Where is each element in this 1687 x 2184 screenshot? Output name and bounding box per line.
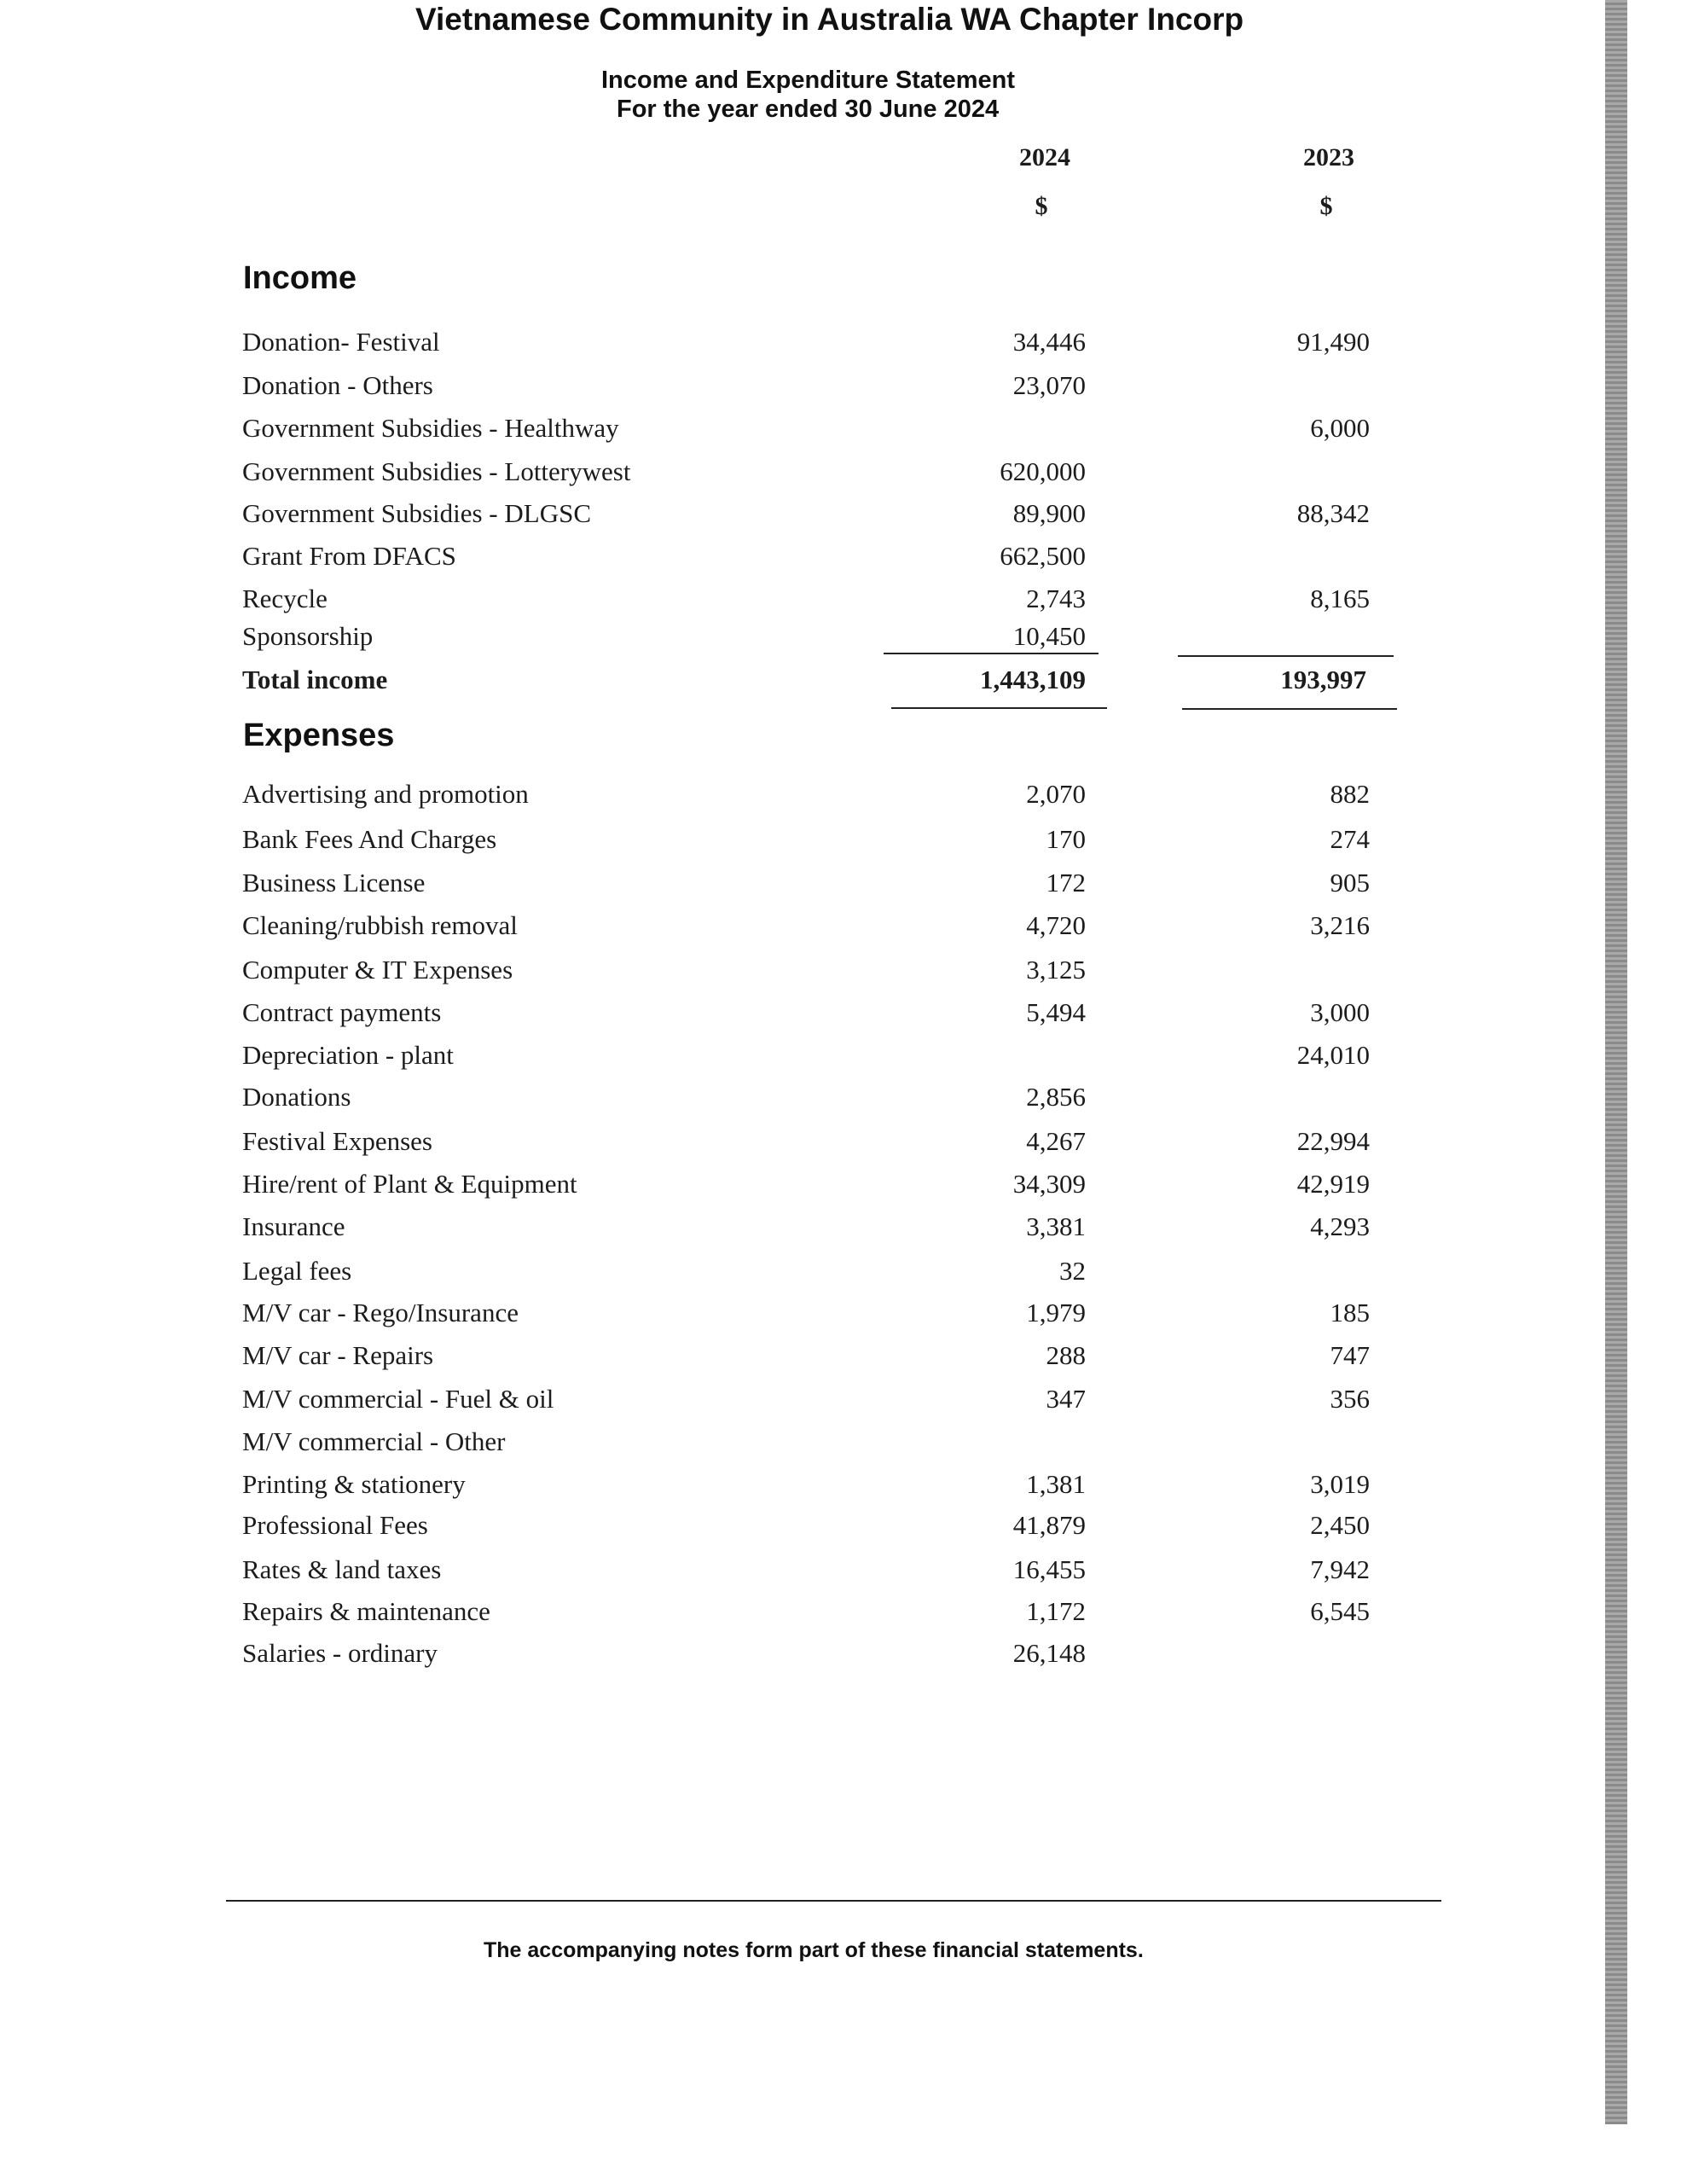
footer-rule — [226, 1900, 1441, 1902]
expense-amount-2024: 26,148 — [1012, 1638, 1086, 1668]
expense-amount-2023: 747 — [1330, 1340, 1370, 1370]
expense-label: Repairs & maintenance — [242, 1596, 490, 1626]
expense-amount-2023: 42,919 — [1296, 1169, 1370, 1199]
expense-amount-2024: 3,125 — [1026, 955, 1086, 985]
total-rule-2023 — [1182, 708, 1397, 710]
expense-amount-2023: 905 — [1330, 868, 1370, 897]
income-row — [0, 370, 1687, 404]
expense-row — [0, 1384, 1687, 1418]
expense-amount-2024: 32 — [1059, 1256, 1086, 1286]
expense-label: M/V car - Rego/Insurance — [242, 1298, 519, 1327]
expense-label: M/V car - Repairs — [242, 1340, 434, 1370]
expense-row — [0, 955, 1687, 989]
expense-amount-2024: 2,070 — [1026, 779, 1086, 809]
expense-amount-2023: 185 — [1330, 1298, 1370, 1327]
total-income-label: Total income — [242, 665, 388, 694]
expense-amount-2023: 22,994 — [1296, 1126, 1370, 1156]
expense-amount-2023: 882 — [1330, 779, 1370, 809]
statement-title: Income and Expenditure Statement — [601, 67, 1016, 94]
income-amount-2024: 662,500 — [1000, 541, 1086, 571]
organisation-name: Vietnamese Community in Australia WA Chapter Incorp — [415, 2, 1244, 37]
income-row — [0, 327, 1687, 361]
expense-amount-2024: 41,879 — [1012, 1510, 1086, 1540]
income-label: Donation- Festival — [242, 327, 440, 357]
income-label: Government Subsidies - Healthway — [242, 413, 619, 443]
income-amount-2024: 620,000 — [1000, 456, 1086, 486]
expense-amount-2023: 2,450 — [1310, 1510, 1370, 1540]
total-rule-2024 — [891, 707, 1107, 709]
expense-label: Business License — [242, 868, 426, 897]
expense-amount-2024: 170 — [1046, 824, 1086, 854]
expense-amount-2024: 2,856 — [1026, 1082, 1086, 1112]
expense-amount-2024: 172 — [1046, 868, 1086, 897]
expense-label: Printing & stationery — [242, 1469, 466, 1499]
income-label: Government Subsidies - DLGSC — [242, 498, 592, 528]
income-label: Government Subsidies - Lotterywest — [242, 456, 631, 486]
expense-row — [0, 1211, 1687, 1246]
income-amount-2023: 8,165 — [1310, 584, 1370, 613]
total-income-2024: 1,443,109 — [980, 665, 1086, 694]
expense-row — [0, 910, 1687, 944]
expense-amount-2024: 1,172 — [1026, 1596, 1086, 1626]
expense-label: Rates & land taxes — [242, 1554, 442, 1584]
expense-label: Bank Fees And Charges — [242, 824, 497, 854]
total-income-row — [0, 665, 1687, 699]
income-heading: Income — [243, 260, 357, 296]
expense-amount-2024: 3,381 — [1026, 1211, 1086, 1241]
expense-amount-2024: 347 — [1046, 1384, 1086, 1414]
expense-amount-2023: 3,019 — [1310, 1469, 1370, 1499]
expense-amount-2023: 7,942 — [1310, 1554, 1370, 1584]
expense-amount-2024: 1,381 — [1026, 1469, 1086, 1499]
income-label: Sponsorship — [242, 621, 374, 651]
expense-label: Insurance — [242, 1211, 345, 1241]
expense-row — [0, 779, 1687, 813]
expense-amount-2024: 4,720 — [1026, 910, 1086, 940]
expense-label: Cleaning/rubbish removal — [242, 910, 518, 940]
expenses-heading: Expenses — [243, 717, 395, 753]
expense-row — [0, 1040, 1687, 1074]
expense-label: Contract payments — [242, 997, 442, 1027]
expense-amount-2024: 34,309 — [1012, 1169, 1086, 1199]
income-amount-2023: 91,490 — [1296, 327, 1370, 357]
income-label: Grant From DFACS — [242, 541, 456, 571]
expense-row — [0, 1469, 1687, 1503]
expense-amount-2023: 3,216 — [1310, 910, 1370, 940]
expense-amount-2024: 1,979 — [1026, 1298, 1086, 1327]
expense-amount-2023: 6,545 — [1310, 1596, 1370, 1626]
footer-note: The accompanying notes form part of these financial statements. — [484, 1938, 1144, 1962]
income-amount-2023: 6,000 — [1310, 413, 1370, 443]
expense-amount-2023: 4,293 — [1310, 1211, 1370, 1241]
income-row — [0, 456, 1687, 491]
expense-row — [0, 1638, 1687, 1672]
income-row — [0, 584, 1687, 618]
expense-amount-2024: 5,494 — [1026, 997, 1086, 1027]
income-row — [0, 413, 1687, 447]
expense-label: M/V commercial - Fuel & oil — [242, 1384, 554, 1414]
expense-label: Donations — [242, 1082, 351, 1112]
expense-row — [0, 868, 1687, 902]
expense-label: Computer & IT Expenses — [242, 955, 513, 985]
expense-label: M/V commercial - Other — [242, 1426, 506, 1456]
income-amount-2024: 2,743 — [1026, 584, 1086, 613]
expense-label: Legal fees — [242, 1256, 352, 1286]
income-row — [0, 621, 1687, 655]
expense-row — [0, 824, 1687, 858]
expense-label: Hire/rent of Plant & Equipment — [242, 1169, 577, 1199]
column-year-2023: 2023 — [1303, 143, 1354, 171]
column-unit-2024: $ — [1035, 192, 1048, 220]
expense-row — [0, 1510, 1687, 1544]
expense-row — [0, 997, 1687, 1031]
income-amount-2024: 89,900 — [1012, 498, 1086, 528]
expense-amount-2023: 274 — [1330, 824, 1370, 854]
expense-amount-2023: 3,000 — [1310, 997, 1370, 1027]
expense-label: Depreciation - plant — [242, 1040, 454, 1070]
income-amount-2024: 34,446 — [1012, 327, 1086, 357]
expense-label: Professional Fees — [242, 1510, 428, 1540]
expense-row — [0, 1256, 1687, 1290]
expense-label: Advertising and promotion — [242, 779, 529, 809]
expense-amount-2024: 4,267 — [1026, 1126, 1086, 1156]
expense-amount-2023: 356 — [1330, 1384, 1370, 1414]
expense-row — [0, 1169, 1687, 1203]
expense-row — [0, 1340, 1687, 1374]
column-unit-2023: $ — [1319, 192, 1333, 220]
expense-row — [0, 1126, 1687, 1160]
expense-row — [0, 1426, 1687, 1461]
statement-period: For the year ended 30 June 2024 — [617, 96, 1000, 123]
expense-row — [0, 1554, 1687, 1589]
income-amount-2024: 23,070 — [1012, 370, 1086, 400]
expense-row — [0, 1082, 1687, 1116]
income-amount-2024: 10,450 — [1012, 621, 1086, 651]
expense-row — [0, 1298, 1687, 1332]
income-label: Donation - Others — [242, 370, 433, 400]
expense-label: Festival Expenses — [242, 1126, 432, 1156]
total-income-2023: 193,997 — [1280, 665, 1366, 694]
income-row — [0, 498, 1687, 532]
subtotal-rule-2024 — [884, 653, 1099, 654]
expense-amount-2024: 16,455 — [1012, 1554, 1086, 1584]
income-row — [0, 541, 1687, 575]
expense-amount-2023: 24,010 — [1296, 1040, 1370, 1070]
income-label: Recycle — [242, 584, 328, 613]
expense-amount-2024: 288 — [1046, 1340, 1086, 1370]
subtotal-rule-2023 — [1178, 655, 1394, 657]
expense-label: Salaries - ordinary — [242, 1638, 438, 1668]
column-year-2024: 2024 — [1019, 143, 1070, 171]
income-amount-2023: 88,342 — [1296, 498, 1370, 528]
expense-row — [0, 1596, 1687, 1630]
